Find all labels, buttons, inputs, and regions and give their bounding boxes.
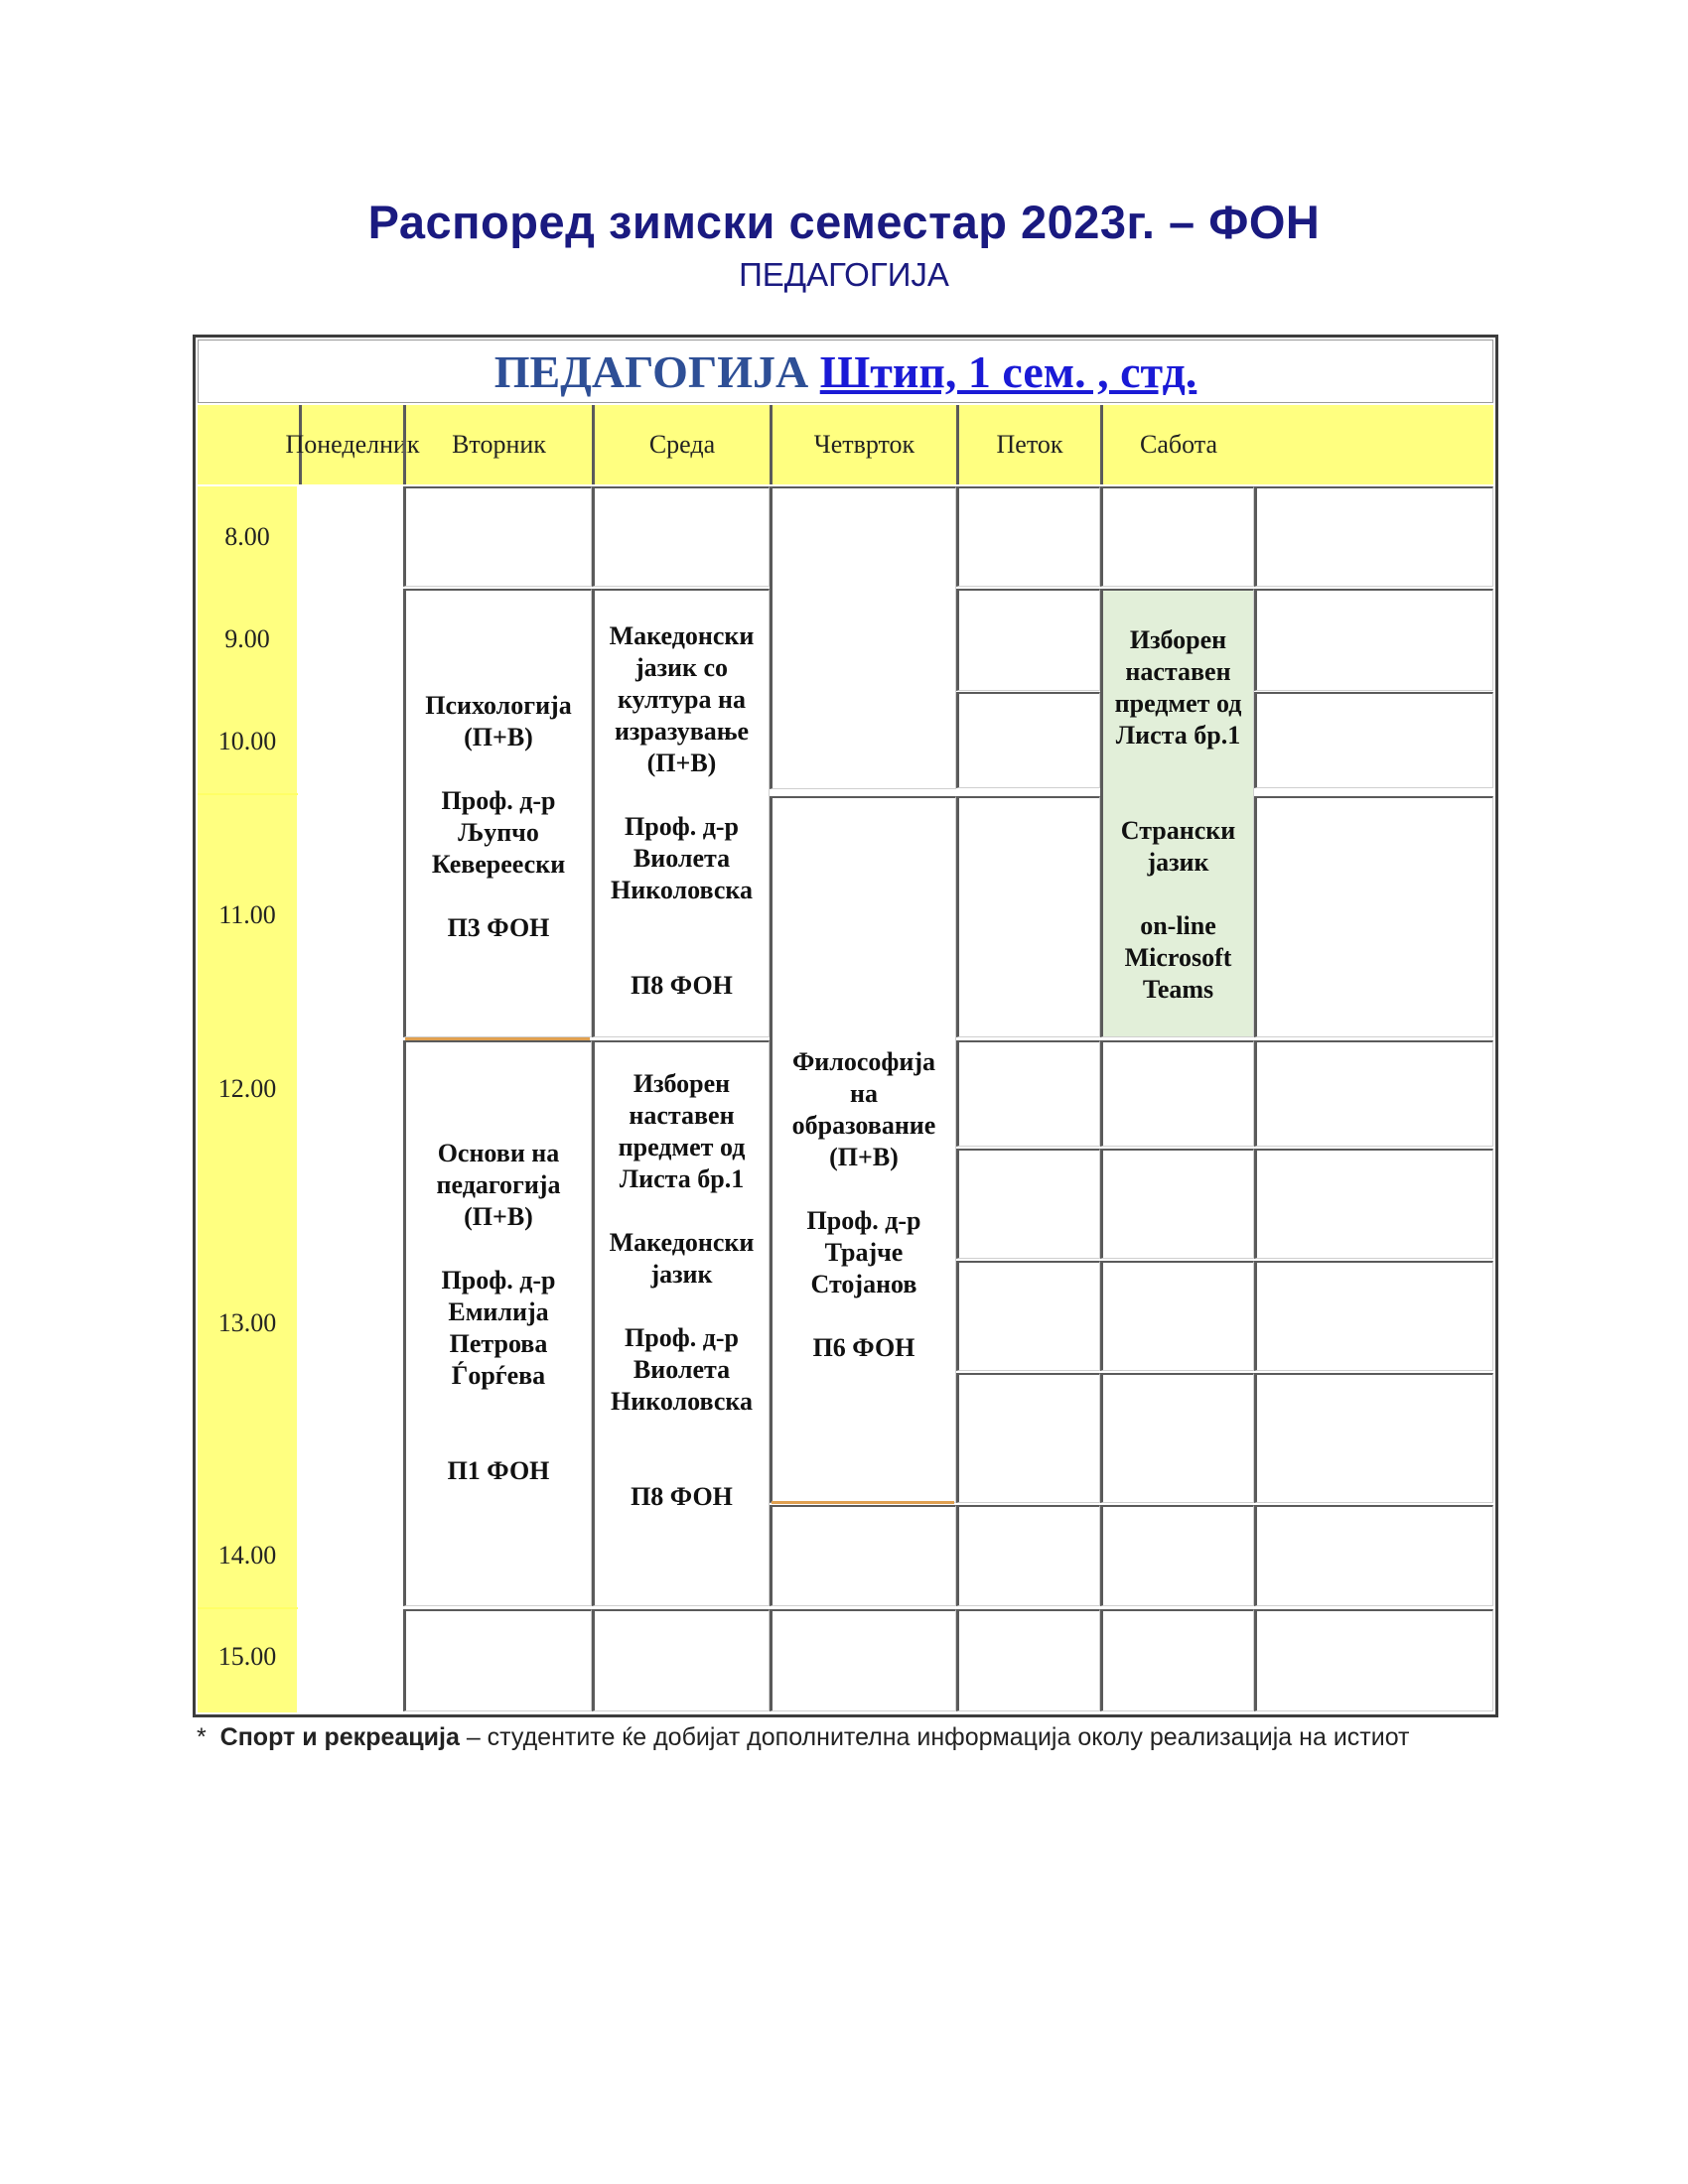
day-header-3: Среда [592,405,770,484]
schedule-cell [1254,796,1493,1037]
day-header-6: Сабота [1100,405,1254,484]
block-separator [772,1501,954,1504]
class-line [595,1291,769,1322]
schedule-cell [956,1149,1100,1259]
class-line: (П+В) [829,1143,899,1171]
schedule-cell [956,796,1100,1037]
class-line: јазик [1147,848,1209,877]
class-line: Microsoft [1124,943,1232,972]
time-label: 11.00 [218,900,276,929]
class-line: Teams [1142,975,1214,1004]
schedule-cell [1254,1609,1493,1711]
schedule-cell [956,1040,1100,1147]
class-line: Проф. д-р [625,812,739,841]
class-line: Изборен [633,1069,731,1098]
class-line: Основи на [437,1139,560,1167]
page-subtitle: ПЕДАГОГИЈА [739,256,949,293]
day-header-1: Понеделник [299,405,403,484]
schedule-cell [770,486,956,789]
class-line [1103,751,1253,783]
schedule-cell [956,1505,1100,1606]
class-line: наставен [1125,657,1231,686]
class-line: наставен [629,1101,735,1130]
class-line: педагогија [436,1170,561,1199]
grid-line [198,1607,298,1609]
class-line: Македонски [609,1228,755,1257]
class-line [406,1233,591,1265]
schedule-cell [1254,692,1493,788]
class-line [595,779,769,811]
class-line: П3 ФОН [447,913,550,942]
class-line [406,881,591,912]
schedule-cell [1100,1609,1254,1711]
class-line [1103,783,1253,815]
schedule-cell [1100,1261,1254,1371]
footnote-text: – студентите ќе добијат дополнителна информација околу реализација на истиот [466,1723,1410,1751]
schedule-cell [1100,1505,1254,1606]
class-line: Проф. д-р [625,1323,739,1352]
class-line: култура на [618,685,746,714]
class-macedonian-culture [592,589,770,1037]
class-line: П8 ФОН [631,1482,733,1511]
class-line [406,1424,591,1455]
class-psychology [403,589,592,1037]
class-line: Македонски [609,621,755,650]
class-elective-friday [1100,589,1254,1037]
class-line: изразување [614,717,750,746]
day-header-4: Четврток [770,405,956,484]
class-line: Николовска [611,876,753,904]
class-line: Виолета [633,1355,731,1384]
schedule-cell [1100,486,1254,587]
schedule-cell [592,1609,770,1711]
footnote-marker: * [197,1723,207,1751]
schedule-cell [1254,1373,1493,1503]
footnote-bold: Спорт и рекреација [219,1723,460,1751]
class-line: Листа бр.1 [1115,721,1241,750]
time-label: 12.00 [217,1074,277,1103]
class-line: Кевереески [431,850,566,879]
class-line: Виолета [633,844,731,873]
class-elective-tuesday [592,1040,770,1606]
class-line: Емилија [448,1297,549,1326]
class-line: Љупчо [458,818,539,847]
schedule-cell [1254,1261,1493,1371]
table-title-prefix: ПЕДАГОГИЈА [493,346,809,397]
class-line [595,938,769,970]
class-line: (П+В) [646,749,717,777]
table-title-link[interactable]: Штип, 1 сем. , стд. [819,346,1197,397]
schedule-cell [1100,1149,1254,1259]
schedule-cell [770,1609,956,1711]
class-line: предмет од [618,1133,746,1161]
class-line: Проф. д-р [441,786,556,815]
schedule-cell [956,589,1100,691]
class-line: П1 ФОН [447,1456,550,1485]
schedule-cell [956,1261,1100,1371]
schedule-cell [956,1609,1100,1711]
time-label: 15.00 [217,1642,277,1671]
time-label: 8.00 [224,522,270,551]
class-line [406,753,591,785]
class-line [1103,879,1253,910]
schedule-table [193,335,1498,1717]
schedule-cell [956,486,1100,587]
page-title: Распоред зимски семестар 2023г. – ФОН [367,196,1321,248]
class-line: on-line [1140,911,1216,940]
footnote [197,1717,1497,1758]
class-line: Изборен [1129,625,1227,654]
class-line: П8 ФОН [631,971,733,1000]
class-line [773,1173,955,1205]
day-header-2: Вторник [403,405,592,484]
class-line: Странски [1120,816,1236,845]
schedule-cell [1254,486,1493,587]
schedule-cell [956,692,1100,788]
schedule-cell [592,486,770,587]
schedule-cell [1100,1373,1254,1503]
block-separator [405,1037,590,1040]
time-label: 14.00 [217,1541,277,1570]
class-line: Стојанов [810,1270,917,1298]
class-line [595,1418,769,1449]
schedule-cell [1100,1040,1254,1147]
class-line: Петрова [449,1329,548,1358]
time-label: 9.00 [224,624,270,653]
class-line: Трајче [824,1238,904,1267]
class-line [773,1300,955,1332]
class-line: на [850,1079,878,1108]
day-header-5: Петок [956,405,1100,484]
schedule-cell [1254,1040,1493,1147]
class-line: Листа бр.1 [619,1164,745,1193]
class-line: предмет од [1114,689,1242,718]
class-line: (П+В) [464,1202,533,1231]
schedule-cell [1254,1505,1493,1606]
class-line [406,1392,591,1424]
class-line: Ѓорѓева [451,1361,546,1390]
class-line [595,906,769,938]
class-line: јазик со [634,653,729,682]
class-line: Проф. д-р [806,1206,921,1235]
class-line [595,1449,769,1481]
class-line: Проф. д-р [441,1266,556,1295]
schedule-cell [770,1505,956,1606]
class-line: јазик [650,1260,713,1289]
grid-line [198,793,298,795]
class-line: П6 ФОН [812,1333,915,1362]
schedule-cell [956,1373,1100,1503]
class-pedagogy-basics [403,1040,592,1606]
time-label: 10.00 [217,727,277,755]
time-label: 13.00 [217,1308,277,1337]
schedule-cell [1254,589,1493,691]
class-line: Философија [791,1047,936,1076]
schedule-cell [1254,1149,1493,1259]
class-line: Николовска [611,1387,753,1416]
schedule-cell [403,1609,592,1711]
table-title [198,340,1493,403]
class-philosophy [770,796,956,1503]
class-line [595,1195,769,1227]
schedule-cell [403,486,592,587]
class-line: образование [791,1111,936,1140]
class-line: (П+В) [464,723,533,751]
class-line: Психологија [425,691,572,720]
